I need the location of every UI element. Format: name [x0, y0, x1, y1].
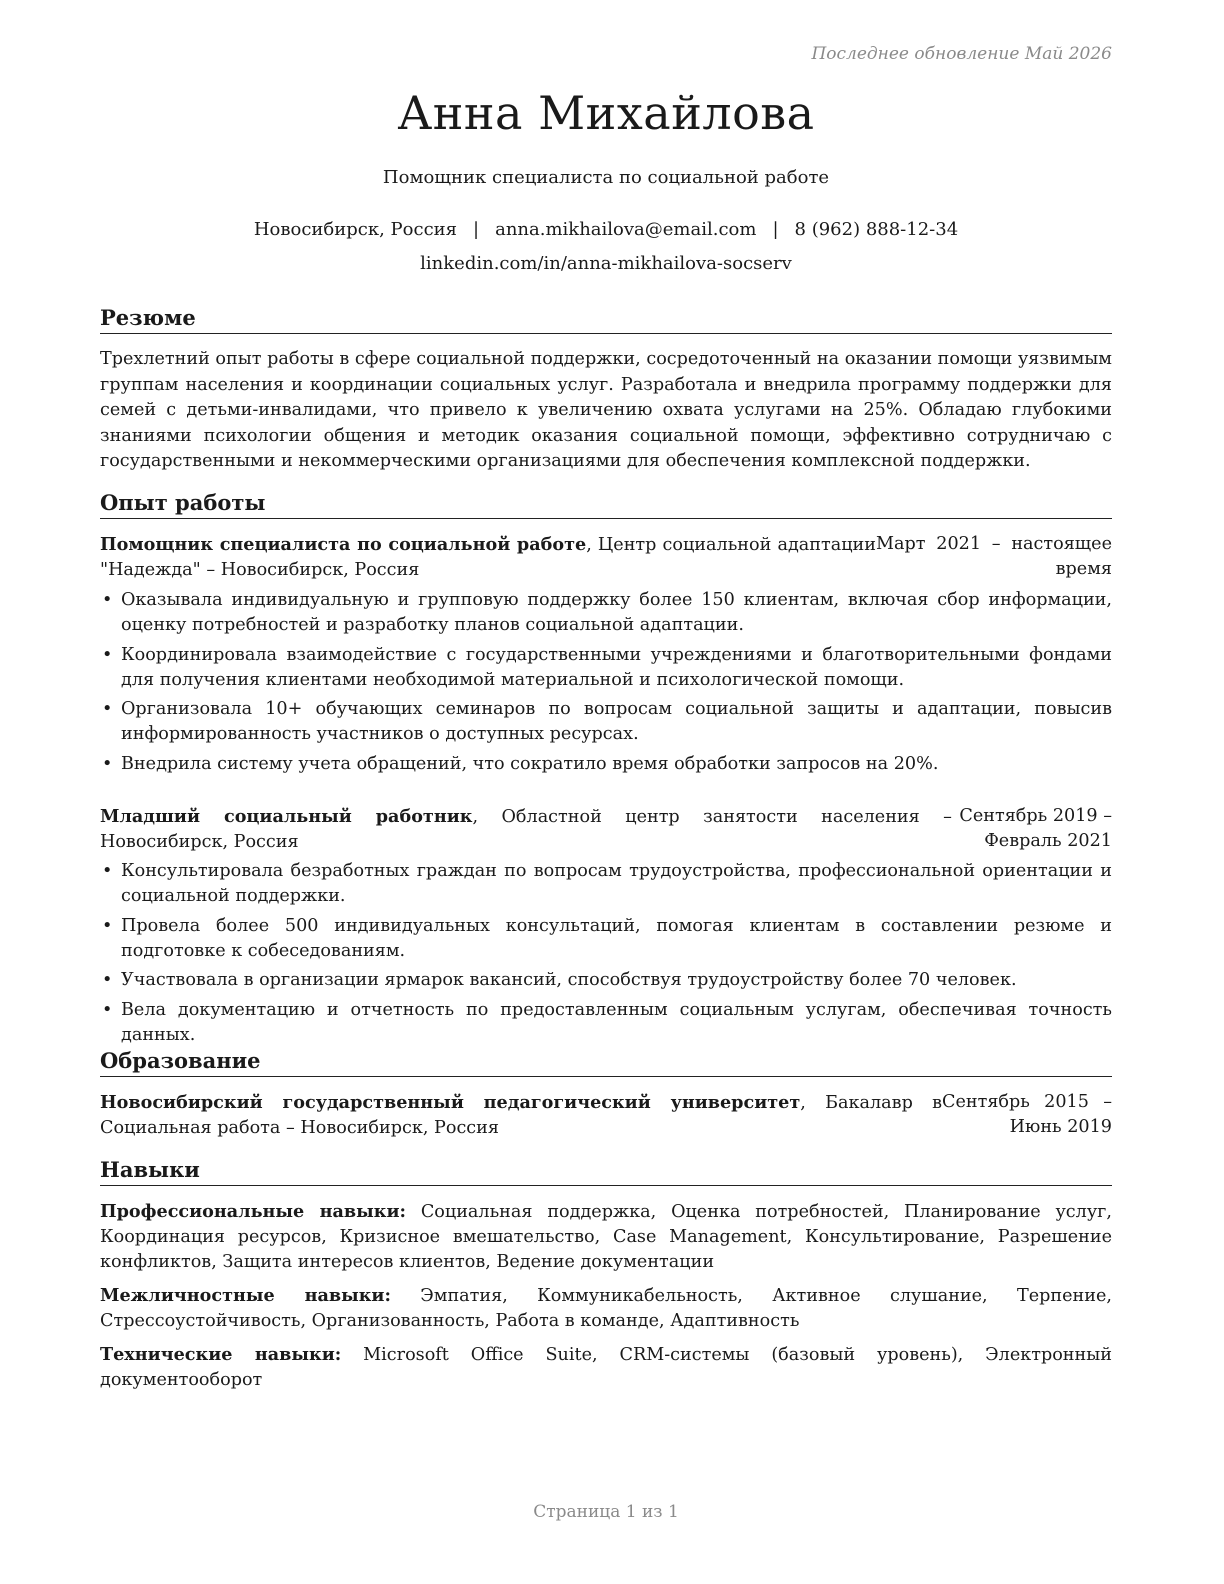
job-header — [100, 532, 1112, 583]
contact-phone: 8 (962) 888-12-34 — [794, 219, 959, 240]
skills-label: Профессиональные навыки: — [100, 1201, 407, 1222]
skills-label: Технические навыки: — [100, 1344, 342, 1365]
list-item: • Вела документацию и отчетность по предоставленным социальным услугам, обеспечивая точность данных. — [102, 999, 1112, 1045]
resume-page — [100, 0, 1112, 1584]
page-number: Страница 1 из 1 — [533, 1502, 679, 1522]
list-item: • Координировала взаимодействие с государственными учреждениями и благотворительными фондами для получения клиентами необходимой материальной и психологической помощи. — [102, 644, 1112, 690]
list-item: • Организовала 10+ обучающих семинаров по вопросам социальной защиты и адаптации, повысив информированность участников о доступных ресурсах. — [102, 699, 1112, 744]
job-header — [100, 804, 1112, 855]
summary-text: Трехлетний опыт работы в сфере социальной поддержки, сосредоточенный на оказании помощи уязвимым группам населения и координации социальных услуг. Разработала и внедрила программу поддержки для семей с детьми-инвалидами, что привело к увеличению охвата услугами на 25%. Обладаю глубокими знаниями психологии общения и методик оказания социальной помощи, эффективно сотрудничаю с государственными и некоммерческими организациями для обеспечения комплексной поддержки. — [100, 349, 1112, 471]
skills-technical — [100, 1342, 1112, 1393]
skills-interpersonal — [100, 1283, 1112, 1334]
section-heading-skills: Навыки — [100, 1156, 1112, 1186]
linkedin-link[interactable]: linkedin.com/in/anna-mikhailova-socserv — [420, 253, 792, 274]
education-dates: Сентябрь 2015 – Июнь 2019 — [942, 1092, 1112, 1137]
last-updated-note: Последнее обновление Май 2026 — [811, 44, 1112, 64]
list-item: • Внедрила систему учета обращений, что сократило время обработки запросов на 20%. — [102, 753, 939, 774]
skills-text: Эмпатия, Коммуникабельность, Активное слушание, Терпение, Стрессоустойчивость, Организованность, Работа в команде, Адаптивность — [100, 1286, 1112, 1331]
contact-line — [100, 219, 1112, 240]
contact-separator: | — [772, 219, 779, 240]
section-heading-education: Образование — [100, 1047, 1112, 1077]
education-degree: , Бакалавр в Социальная работа – Новосибирск, Россия — [100, 1093, 942, 1138]
candidate-name: Анна Михайлова — [397, 86, 815, 140]
list-item: • Оказывала индивидуальную и групповую поддержку более 150 клиентам, включая сбор информации, оценку потребностей и разработку планов социальной адаптации. — [102, 590, 1112, 635]
contact-email[interactable]: anna.mikhailova@email.com — [495, 219, 757, 240]
job-role: Помощник специалиста по социальной работе — [100, 534, 587, 555]
education-school: Новосибирский государственный педагогический университет — [100, 1092, 801, 1113]
job-bullets — [100, 588, 1112, 781]
job-org: , Центр социальной адаптации "Надежда" – Новосибирск, Россия — [100, 535, 876, 580]
education-entry — [100, 1090, 1112, 1141]
list-item: • Консультировала безработных граждан по вопросам трудоустройства, профессиональной ориентации и социальной поддержки. — [102, 861, 1112, 906]
job-role-org — [100, 532, 876, 583]
section-heading-summary: Резюме — [100, 304, 1112, 334]
contact-location: Новосибирск, Россия — [253, 219, 458, 240]
job-bullets — [100, 859, 1112, 1052]
job-org: , Областной центр занятости населения – Новосибирск, Россия — [100, 807, 952, 852]
skills-text: Microsoft Office Suite, CRM-системы (базовый уровень), Электронный документооборот — [100, 1345, 1112, 1390]
job-role-org — [100, 804, 952, 855]
education-school-degree — [100, 1090, 942, 1141]
contact-separator: | — [473, 219, 480, 240]
section-heading-experience: Опыт работы — [100, 489, 1112, 519]
list-item: • Провела более 500 индивидуальных консультаций, помогая клиентам в составлении резюме и подготовке к собеседованиям. — [102, 915, 1112, 961]
skills-text: Социальная поддержка, Оценка потребностей, Планирование услуг, Координация ресурсов, Кризисное вмешательство, Case Management, Консультирование, Разрешение конфликтов, Защита интересов клиентов, Ведение документации — [100, 1202, 1112, 1272]
skills-label: Межличностные навыки: — [100, 1285, 391, 1306]
job-dates: Сентябрь 2019 – Февраль 2021 — [959, 806, 1112, 851]
candidate-title: Помощник специалиста по социальной работе — [382, 167, 830, 188]
skills-professional — [100, 1199, 1112, 1275]
job-dates: Март 2021 – настоящее время — [876, 534, 1112, 579]
list-item: • Участвовала в организации ярмарок вакансий, способствуя трудоустройству более 70 человек. — [102, 970, 1017, 990]
job-role: Младший социальный работник — [100, 806, 473, 827]
